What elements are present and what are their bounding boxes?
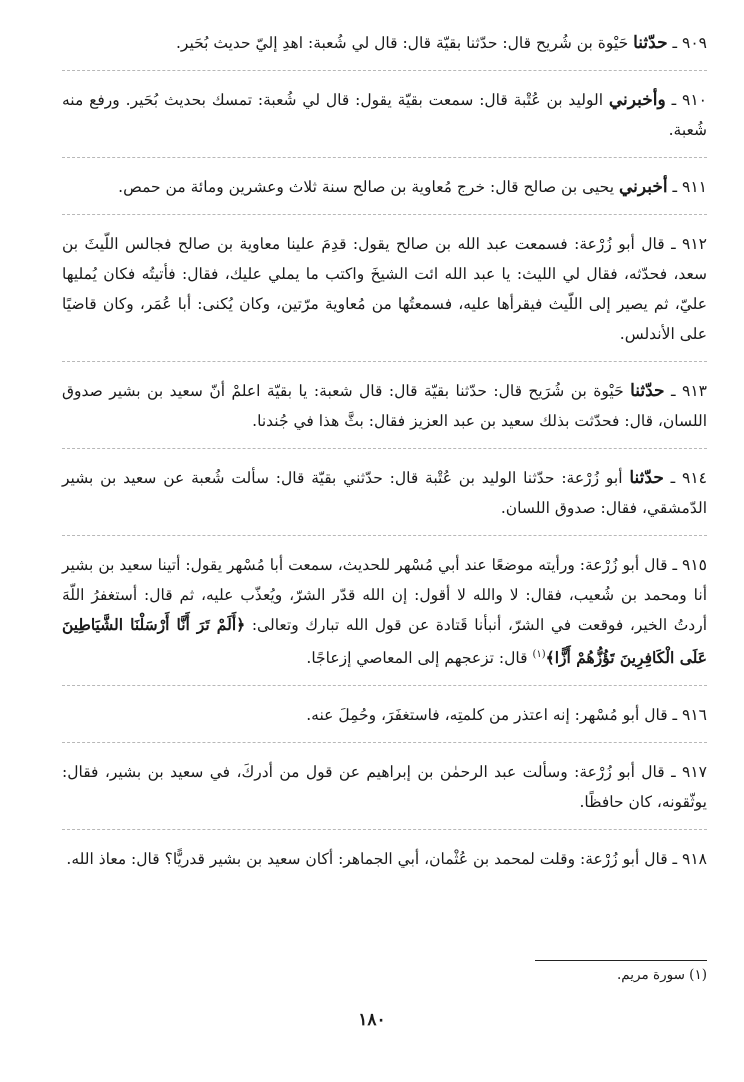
entry-keyword: حدّثنا (629, 468, 664, 488)
entry-number: ٩١٢ ـ (671, 235, 708, 253)
entry-910 (62, 85, 707, 145)
entry-text: قال أبو زُرْعة: وسألت عبد الرحمٰن بن إبراهيم عن قول من أدركَ، في سعيد بن بشير، فقال: يوثّقونه، كان حافظًا. (62, 763, 707, 812)
entry-separator (62, 157, 707, 158)
entry-text: قال أبو مُسْهر: إنه اعتذر من كلمتِه، فاستغفَرَ، وحُمِلَ عنه. (306, 706, 668, 725)
entry-text: حَيْوة بن شُرَيح قال: حدّثنا بقيّة قال: قال شعبة: يا بقيّة اعلمْ أنّ سعيد بن بشير صدوق اللسان، قال: فحدّثت بذلك سعيد بن عبد العزيز فقال: بثَّ هذا في جُندنا. (62, 382, 707, 430)
entry-918 (62, 844, 707, 874)
page-body (62, 28, 707, 874)
entry-number: ٩١١ ـ (672, 178, 707, 196)
entry-keyword: وأخبرني (608, 90, 666, 110)
entry-number: ٩١٤ ـ (670, 469, 708, 487)
entry-text-continued: قال: تزعجهم إلى المعاصي إزعاجًا. (306, 649, 528, 668)
entry-number: ٩١٥ ـ (672, 556, 707, 574)
entry-separator (62, 742, 707, 743)
footnote-divider (535, 960, 707, 961)
entry-keyword: حدّثنا (630, 381, 665, 401)
entry-keyword: حدّثنا (633, 33, 668, 53)
entry-number: ٩٠٩ ـ (672, 34, 707, 52)
entry-914 (62, 463, 707, 523)
quran-verse: ﴿أَلَمْ تَرَ أَنَّا أَرْسَلْنَا الشَّيَاطِينَ عَلَى الْكَافِرِينَ تَؤُزُّهُمْ أَزًّا﴾ (62, 615, 707, 668)
entry-separator (62, 829, 707, 830)
entry-separator (62, 214, 707, 215)
entry-text: قال أبو زُرْعة: وقلت لمحمد بن عُثْمان، أبي الجماهر: أكان سعيد بن بشير قدريًّا؟ قال: معاذ الله. (66, 850, 668, 869)
entry-text: قال أبو زُرْعة: ورأيته موضعًا عند أبي مُسْهر للحديث، سمعت أبا مُسْهر يقول: أتينا سعيد بن بشير أنا ومحمد بن شُعيب، فقال: لا والله لا أقول: إن الله قدّر الشرّ، ويُعذّب عليه، ثم قال: أستغفرُ اللّهَ أردتُ الخير، فوقعت في الشرّ، أنبأنا قَتادة عن قول الله تبارك وتعالى: (62, 556, 707, 634)
entry-text: حَيْوة بن شُريح قال: حدّثنا بقيّة قال: قال لي شُعبة: اهدِ إليّ حديث بُحَير. (175, 34, 629, 52)
footnote: (١) سورة مريم. (617, 967, 707, 983)
entry-912 (62, 229, 707, 349)
entry-911 (62, 172, 707, 202)
entry-text: يحيى بن صالح قال: خرج مُعاوية بن صالح سنة ثلاث وعشرين ومائة من حمص. (118, 178, 615, 196)
entry-separator (62, 448, 707, 449)
entry-number: ٩١٨ ـ (672, 850, 707, 869)
entry-separator (62, 361, 707, 362)
entry-909 (62, 28, 707, 58)
page-number: ١٨٠ (358, 1010, 386, 1030)
entry-number: ٩١٣ ـ (671, 382, 707, 400)
entry-keyword: أخبرني (618, 177, 668, 197)
entry-separator (62, 70, 707, 71)
entry-number: ٩١٧ ـ (671, 763, 707, 782)
entry-text: الوليد بن عُتْبة قال: سمعت بقيّة يقول: قال لي شُعبة: تمسك بحديث بُحَير. ورفع منه شُعبة. (62, 91, 707, 139)
entry-separator (62, 535, 707, 536)
footnote-reference: (١) (532, 649, 546, 660)
entry-915 (62, 550, 707, 673)
entry-separator (62, 685, 707, 686)
entry-917 (62, 757, 707, 817)
entry-916 (62, 700, 707, 730)
entry-number: ٩١٠ ـ (671, 91, 707, 109)
entry-913 (62, 376, 707, 436)
entry-text: أبو زُرْعة: حدّثنا الوليد بن عُتْبة قال: حدّثني بقيّة قال: سألت شُعبة عن سعيد بن بشير الدّمشقي، فقال: صدوق اللسان. (62, 469, 707, 517)
entry-text: قال أبو زُرْعة: فسمعت عبد الله بن صالح يقول: قدِمَ علينا معاوية بن صالح فجالس اللّيثَ بن سعد، فحدّثه، فقال لي الليث: يا عبد الله ائت الشيخَ واكتب ما يملي عليك، فقال: فأتيتُه فكان يُمليها عليّ، ثم يصير إلى اللّيث فيقرأها عليه، فسمعتُها من مُعاوية مرّتين، وكان يُكنى: أبا عُمَر، وكان قاضيًا على الأندلس. (62, 235, 707, 343)
entry-number: ٩١٦ ـ (672, 706, 707, 725)
